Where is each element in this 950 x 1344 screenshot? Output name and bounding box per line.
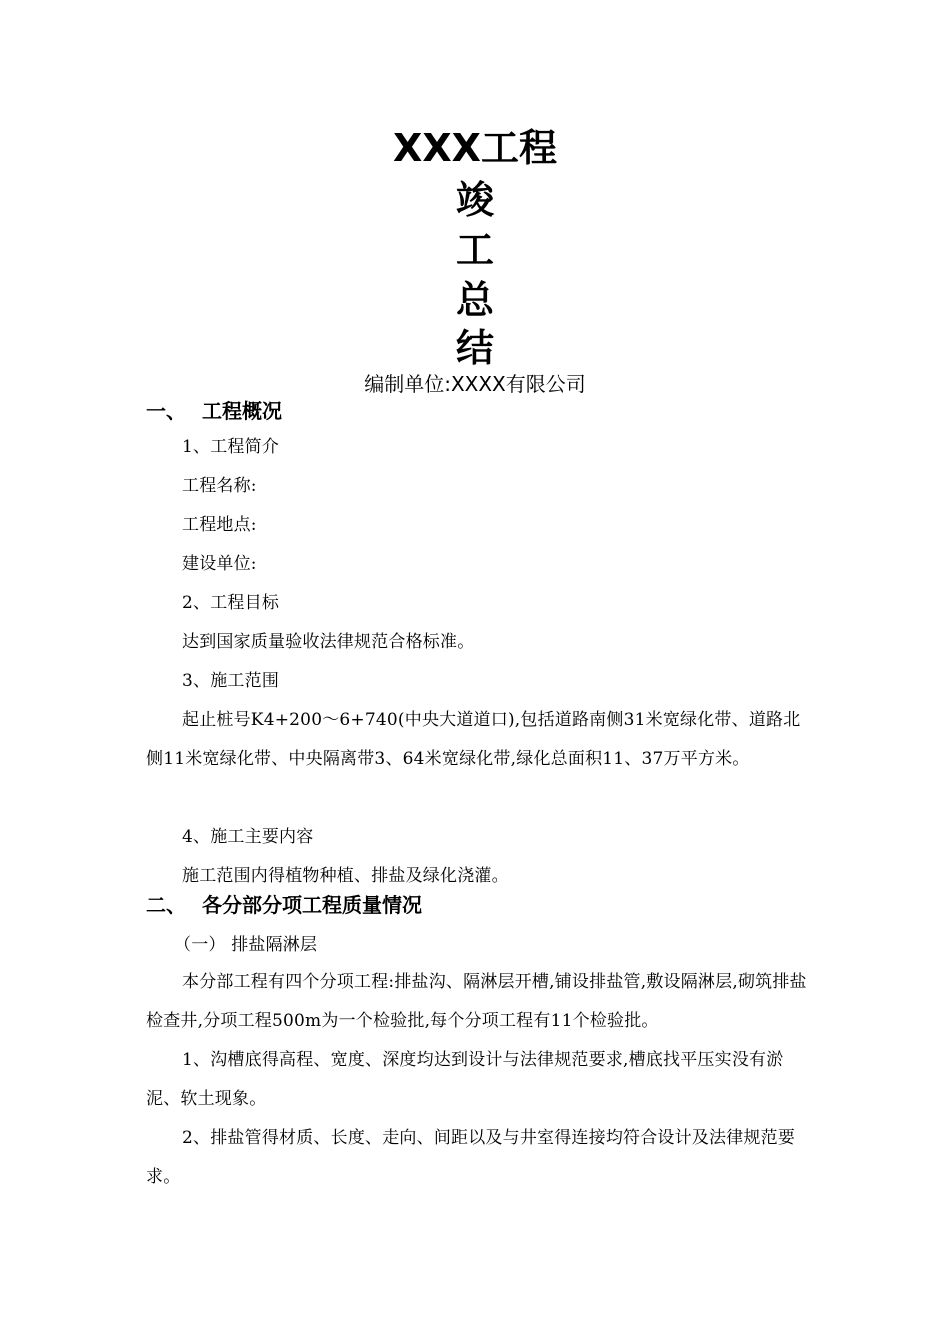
section1-item: 达到国家质量验收法律规范合格标准。 bbox=[182, 632, 475, 652]
section1-item: 2、工程目标 bbox=[182, 593, 280, 613]
document-title-line5: 结 bbox=[455, 326, 494, 370]
section1-item: 施工范围内得植物种植、排盐及绿化浇灌。 bbox=[182, 866, 509, 886]
section2-subheading: （一） 排盐隔淋层 bbox=[174, 935, 318, 955]
document-title-line4: 总 bbox=[455, 278, 494, 322]
section1-title: 工程概况 bbox=[202, 399, 282, 423]
section2-heading bbox=[146, 890, 422, 920]
document-title-line2: 竣 bbox=[455, 178, 494, 222]
section1-item: 起止桩号K4+200～6+740(中央大道道口),包括道路南侧31米宽绿化带、道路北侧11米宽绿化带、中央隔离带3、64米宽绿化带,绿化总面积11、37万平方米。 bbox=[146, 710, 801, 769]
section1-number: 一、 bbox=[146, 399, 186, 423]
section2-item: 2、排盐管得材质、长度、走向、间距以及与井室得连接均符合设计及法律规范要求。 bbox=[146, 1128, 796, 1187]
section1-item: 建设单位: bbox=[182, 554, 257, 574]
section1-heading bbox=[146, 396, 282, 426]
document-title-line3: 工 bbox=[455, 228, 494, 272]
section1-item: 1、工程简介 bbox=[182, 437, 280, 457]
section2-item: 1、沟槽底得高程、宽度、深度均达到设计与法律规范要求,槽底找平压实没有淤泥、软土现象。 bbox=[146, 1050, 784, 1109]
section1-item: 工程名称: bbox=[182, 476, 257, 496]
section1-item: 工程地点: bbox=[182, 515, 257, 535]
document-title-line1: XXX工程 bbox=[393, 126, 557, 170]
section2-title: 各分部分项工程质量情况 bbox=[202, 893, 422, 917]
compiler-unit: 编制单位:XXXX有限公司 bbox=[364, 372, 586, 396]
section1-item: 4、施工主要内容 bbox=[182, 827, 314, 847]
section1-item: 3、施工范围 bbox=[182, 671, 280, 691]
section2-item: 本分部工程有四个分项工程:排盐沟、隔淋层开槽,铺设排盐管,敷设隔淋层,砌筑排盐检查井,分项工程500m为一个检验批,每个分项工程有11个检验批。 bbox=[146, 972, 807, 1031]
section2-number: 二、 bbox=[146, 893, 186, 917]
